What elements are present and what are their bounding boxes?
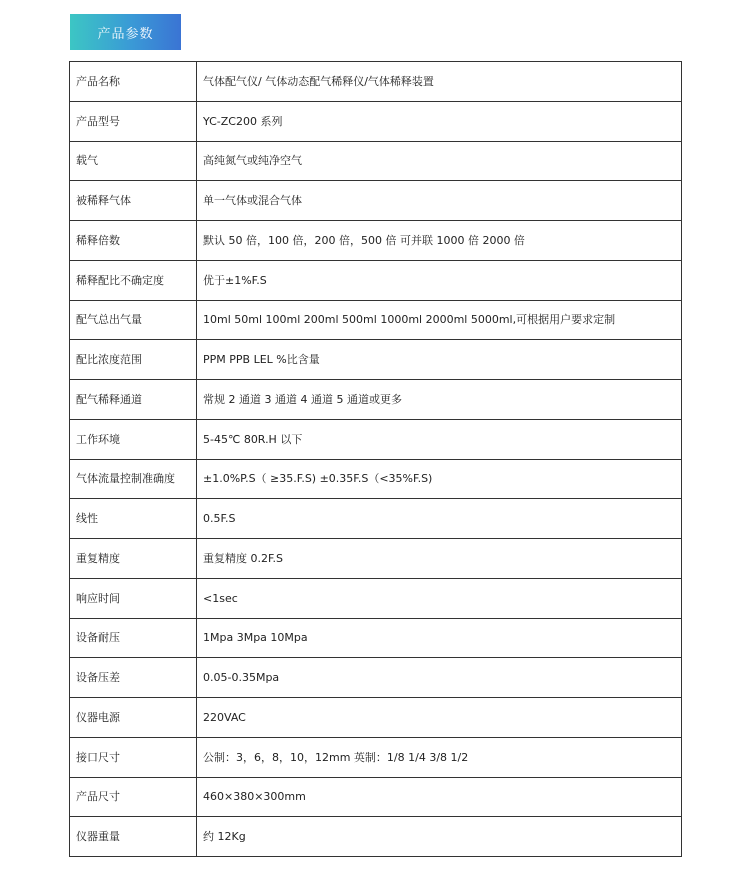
row-value: 常规 2 通道 3 通道 4 通道 5 通道或更多	[197, 380, 682, 420]
row-value: 公制：3，6，8，10，12mm 英制：1/8 1/4 3/8 1/2	[197, 737, 682, 777]
table-row	[70, 181, 682, 221]
row-label: 产品名称	[70, 62, 197, 102]
row-value: 单一气体或混合气体	[197, 181, 682, 221]
row-value: 1Mpa 3Mpa 10Mpa	[197, 618, 682, 658]
row-value: 约 12Kg	[197, 817, 682, 857]
table-row	[70, 340, 682, 380]
row-value: 优于±1%F.S	[197, 260, 682, 300]
row-value: 0.05-0.35Mpa	[197, 658, 682, 698]
table-row	[70, 737, 682, 777]
table-row	[70, 260, 682, 300]
row-label: 线性	[70, 499, 197, 539]
row-label: 载气	[70, 141, 197, 181]
spec-table	[69, 61, 682, 857]
table-row	[70, 459, 682, 499]
row-value: 0.5F.S	[197, 499, 682, 539]
row-value: 220VAC	[197, 698, 682, 738]
row-label: 工作环境	[70, 419, 197, 459]
row-label: 被稀释气体	[70, 181, 197, 221]
row-value: 高纯氮气或纯净空气	[197, 141, 682, 181]
table-row	[70, 101, 682, 141]
row-label: 气体流量控制准确度	[70, 459, 197, 499]
row-label: 配气总出气量	[70, 300, 197, 340]
row-label: 设备耐压	[70, 618, 197, 658]
row-label: 配气稀释通道	[70, 380, 197, 420]
row-value: 默认 50 倍，100 倍，200 倍，500 倍 可并联 1000 倍 2000 倍	[197, 221, 682, 261]
table-row	[70, 499, 682, 539]
row-label: 设备压差	[70, 658, 197, 698]
table-row	[70, 221, 682, 261]
row-value: ±1.0%P.S（ ≥35.F.S) ±0.35F.S（<35%F.S)	[197, 459, 682, 499]
table-row	[70, 62, 682, 102]
table-row	[70, 658, 682, 698]
row-value: <1sec	[197, 578, 682, 618]
row-label: 重复精度	[70, 539, 197, 579]
row-label: 稀释倍数	[70, 221, 197, 261]
row-label: 稀释配比不确定度	[70, 260, 197, 300]
spec-table-body	[70, 62, 682, 857]
row-label: 仪器重量	[70, 817, 197, 857]
table-row	[70, 141, 682, 181]
table-row	[70, 698, 682, 738]
table-row	[70, 578, 682, 618]
row-label: 产品型号	[70, 101, 197, 141]
row-label: 接口尺寸	[70, 737, 197, 777]
row-value: 5-45℃ 80R.H 以下	[197, 419, 682, 459]
row-value: 10ml 50ml 100ml 200ml 500ml 1000ml 2000ml 5000ml,可根据用户要求定制	[197, 300, 682, 340]
row-value: PPM PPB LEL %比含量	[197, 340, 682, 380]
row-value: YC-ZC200 系列	[197, 101, 682, 141]
section-title: 产品参数	[97, 26, 154, 42]
row-value: 气体配气仪/ 气体动态配气稀释仪/气体稀释装置	[197, 62, 682, 102]
table-row	[70, 419, 682, 459]
row-label: 产品尺寸	[70, 777, 197, 817]
table-row	[70, 380, 682, 420]
table-row	[70, 817, 682, 857]
table-row	[70, 300, 682, 340]
row-label: 仪器电源	[70, 698, 197, 738]
row-label: 配比浓度范围	[70, 340, 197, 380]
table-row	[70, 539, 682, 579]
section-title-tab	[70, 14, 181, 50]
row-label: 响应时间	[70, 578, 197, 618]
row-value: 重复精度 0.2F.S	[197, 539, 682, 579]
table-row	[70, 618, 682, 658]
table-row	[70, 777, 682, 817]
row-value: 460×380×300mm	[197, 777, 682, 817]
